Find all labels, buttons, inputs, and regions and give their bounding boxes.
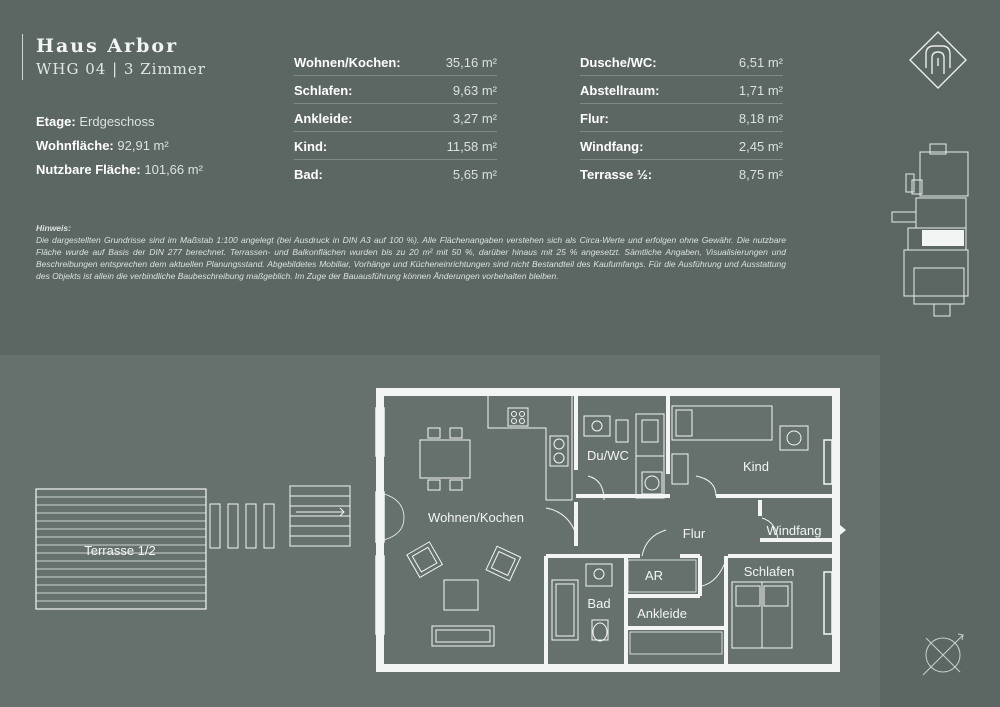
area-row: Ankleide: 3,27 m²	[294, 104, 497, 132]
room-label-kind: Kind	[742, 459, 770, 474]
brand	[22, 34, 206, 80]
key-plan-highlight	[922, 230, 964, 246]
room-label-living: Wohnen/Kochen	[428, 510, 524, 525]
room-label-windfang: Windfang	[766, 523, 822, 538]
area-row: Kind: 11,58 m²	[294, 132, 497, 160]
area-row: Bad: 5,65 m²	[294, 166, 497, 182]
area-row: Windfang: 2,45 m²	[580, 132, 783, 160]
area-row: Terrasse ½: 8,75 m²	[580, 166, 783, 182]
logo-icon	[908, 30, 968, 90]
disclaimer-heading: Hinweis:	[36, 223, 71, 233]
project-title: Haus Arbor	[36, 35, 179, 57]
area-table-left	[294, 48, 497, 187]
meta-usable-area: Nutzbare Fläche: 101,66 m²	[36, 162, 203, 177]
unit-meta	[36, 110, 203, 182]
unit-subtitle: WHG 04 | 3 Zimmer	[36, 60, 206, 78]
room-label-schlafen: Schlafen	[743, 564, 795, 579]
area-row: Dusche/WC: 6,51 m²	[580, 48, 783, 76]
key-plan	[886, 140, 972, 320]
area-row: Wohnen/Kochen: 35,16 m²	[294, 48, 497, 76]
meta-living-area: Wohnfläche: 92,91 m²	[36, 138, 169, 153]
disclaimer	[36, 222, 786, 282]
room-label-ankleide: Ankleide	[637, 606, 687, 621]
room-label-bad: Bad	[587, 596, 611, 611]
room-label-shower: Du/WC	[587, 448, 629, 463]
room-label-flur: Flur	[682, 526, 706, 541]
area-row: Flur: 8,18 m²	[580, 104, 783, 132]
compass-icon	[918, 630, 968, 680]
area-row: Schlafen: 9,63 m²	[294, 76, 497, 104]
area-table-right	[580, 48, 783, 187]
floor-plan	[0, 355, 880, 707]
meta-floor: Etage: Erdgeschoss	[36, 114, 155, 129]
room-label-terrace: Terrasse 1/2	[84, 543, 156, 558]
area-row: Abstellraum: 1,71 m²	[580, 76, 783, 104]
room-label-ar: AR	[644, 568, 664, 583]
disclaimer-text: Die dargestellten Grundrisse sind im Maßstab 1:100 angelegt (bei Ausdruck in DIN A3 auf 100 %). Alle Flächenangaben verstehen sich als Circa-Werte und erfolgen ohne Gewähr. Die nutzbare Fläche wurde auf Basis der DIN 277 berechnet. Terrassen- und Balkonflächen wurden bis zu 20 m² mit 50 %, darüber hinaus mit 25 % angesetzt. Sämtliche Angaben, Visualisierungen und Beschreibungen entsprechen dem aktuellen Planungsstand. Abgebildetes Mobiliar, Vorhänge und Kücheneinrichtungen sind nicht Bestandteil des Kaufumfangs. Für die Ausführung und Ausstattung des Objekts ist allein die verbindliche Baubeschreibung maßgeblich. Im Zuge der Bauausführung können Änderungen vorbehalten bleiben.	[36, 235, 786, 281]
